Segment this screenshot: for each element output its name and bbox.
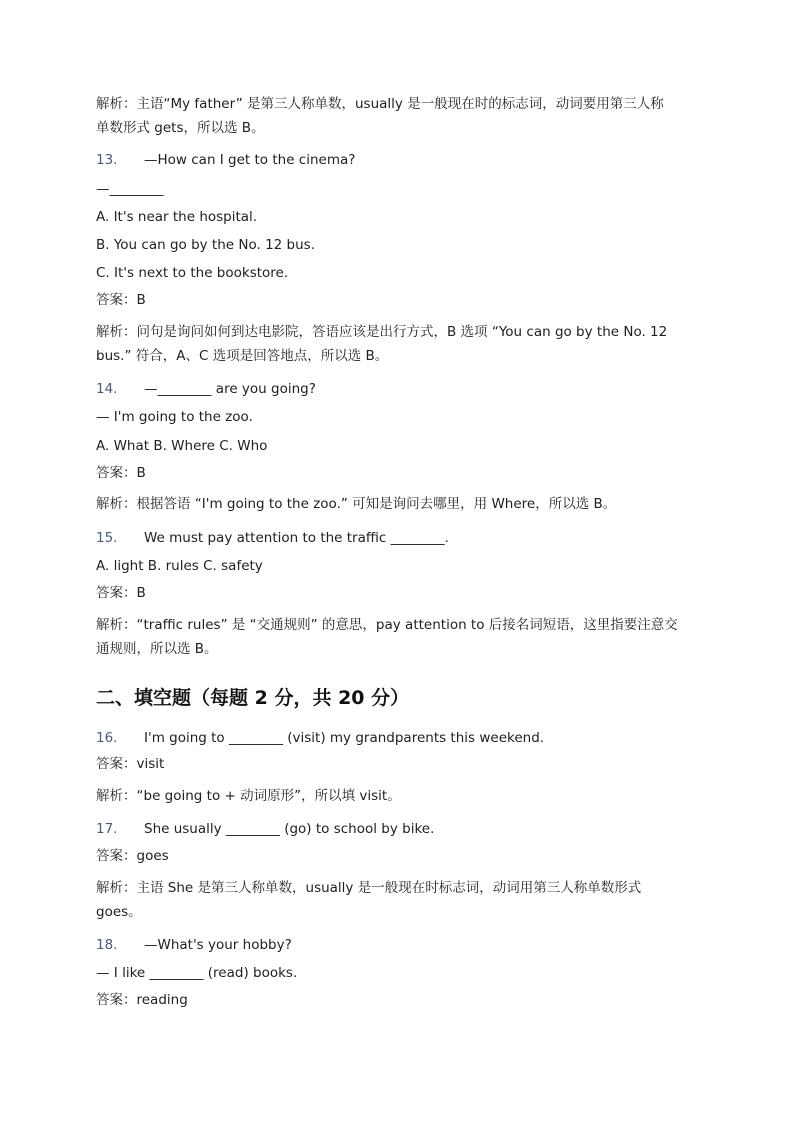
q12-analysis-line2: 单数形式 gets，所以选 B。 (96, 120, 265, 136)
q17-analysis-line2: goes。 (96, 904, 142, 920)
q13-answer: 答案：B (96, 292, 146, 308)
q14-question (96, 377, 316, 401)
q18-number: 18. (96, 937, 118, 953)
q17-question-text: She usually ________ (go) to school by bike. (144, 821, 435, 837)
q18-question-text: —What's your hobby? (144, 937, 292, 953)
q16-analysis: 解析：“be going to + 动词原形”，所以填 visit。 (96, 788, 401, 804)
q13-option-c: C. It's next to the bookstore. (96, 265, 289, 281)
q15-analysis-line1: 解析：“traffic rules” 是 “交通规则” 的意思，pay attention to 后接名词短语，这里指要注意交 (96, 617, 678, 633)
q15-question (96, 526, 449, 550)
q14-reply: — I'm going to the zoo. (96, 409, 253, 425)
q15-options: A. light B. rules C. safety (96, 558, 263, 574)
q14-answer: 答案：B (96, 465, 146, 481)
q14-analysis: 解析：根据答语 “I'm going to the zoo.” 可知是询问去哪里，用 Where，所以选 B。 (96, 496, 617, 512)
q13-number: 13. (96, 152, 118, 168)
q18-answer: 答案：reading (96, 992, 188, 1008)
q16-number: 16. (96, 730, 118, 746)
q18-reply: — I like ________ (read) books. (96, 965, 298, 981)
q16-question (96, 726, 544, 750)
q13-analysis-line1: 解析：问句是询问如何到达电影院，答语应该是出行方式，B 选项 “You can go by the No. 12 (96, 324, 668, 340)
q13-question-text: —How can I get to the cinema? (144, 152, 356, 168)
q17-analysis-line1: 解析：主语 She 是第三人称单数，usually 是一般现在时标志词，动词用第三人称单数形式 (96, 880, 642, 896)
q15-analysis-line2: 通规则，所以选 B。 (96, 641, 218, 657)
q14-number: 14. (96, 381, 118, 397)
q17-number: 17. (96, 821, 118, 837)
q15-question-text: We must pay attention to the traffic ________. (144, 530, 449, 546)
q14-question-text: —________ are you going? (144, 381, 316, 397)
q16-answer: 答案：visit (96, 756, 165, 772)
q13-blank: —________ (96, 181, 164, 197)
q16-question-text: I'm going to ________ (visit) my grandparents this weekend. (144, 730, 545, 746)
q17-answer: 答案：goes (96, 848, 169, 864)
q17-question (96, 817, 434, 841)
q13-question (96, 148, 355, 172)
q18-question (96, 933, 292, 957)
section-heading-fill-in-blank: 二、填空题（每题 2 分，共 20 分） (96, 687, 410, 709)
q12-analysis-line1: 解析：主语“My father” 是第三人称单数，usually 是一般现在时的标志词，动词要用第三人称 (96, 96, 664, 112)
q14-options: A. What B. Where C. Who (96, 438, 268, 454)
q15-answer: 答案：B (96, 585, 146, 601)
q13-option-a: A. It's near the hospital. (96, 209, 258, 225)
q13-analysis-line2: bus.” 符合，A、C 选项是回答地点，所以选 B。 (96, 348, 389, 364)
q15-number: 15. (96, 530, 118, 546)
q13-option-b: B. You can go by the No. 12 bus. (96, 237, 315, 253)
